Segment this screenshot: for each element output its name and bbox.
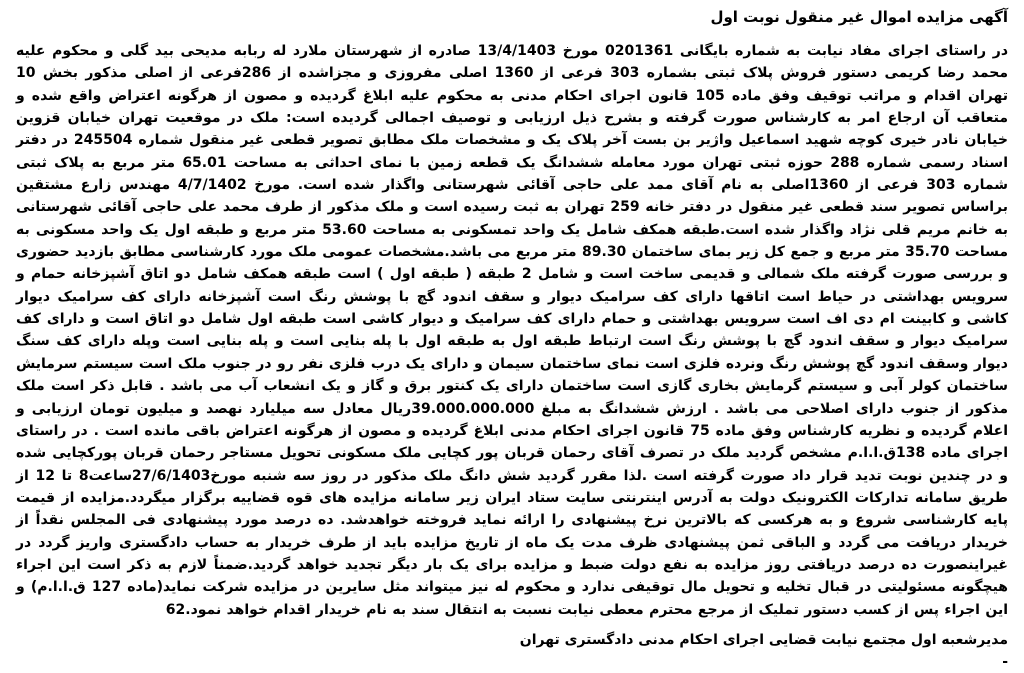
signature-line-2: - [1002, 653, 1008, 670]
signature-line-1: مدیرشعبه اول مجتمع نیابت قضایی اجرای احکام مدنی دادگستری تهران [519, 631, 1008, 648]
notice-body: در راستای اجرای مفاد نیابت به شماره بایگانی 0201361 مورخ 13/4/1403 صادره از شهرستان ملارد له ربابه مدیحی بید گلی و محکوم علیه محمد رضا کریمی دستور فروش پلاک ثبتی بشماره 303 فرعی از 1360 اصلی مفروزی و مجزاشده از 286فرعی از اصلی مذکور بخش 10 تهران اقدام و مراتب توقیف وفق ماده 105 قانون اجرای احکام مدنی به محکوم علیه ابلاغ گردیده و مصون از هرگونه اعتراض واقع شده و متعاقب آن ارجاع امر به کارشناس صورت گرفته و بشرح ذیل ارزیابی و توصیف اجمالی گردیده است: ملک در موقعیت تهران خیابان قزوین خیابان نادر خیری کوچه شهید اسماعیل واژیر بن بست آخر پلاک یک و مشخصات ملک مطابق تصویر قطعی غیر منقول شماره 245504 در دفتر اسناد رسمی شماره 288 حوزه ثبتی تهران مورد معامله ششدانگ یک قطعه زمین با نمای احداثی به مساحت 65.01 متر مربع به پلاک ثبتی شماره 303 فرعی از 1360اصلی به نام آقای ممد علی حاجی آقائی شهرستانی واگذار شده است. مورخ 4/7/1402 مهندس زارع مشتقین براساس تصویر سند قطعی غیر منقول در دفتر خانه 259 تهران به ثبت رسیده است و ملک مذکور از طرف محمد علی حاجی آقائی شهرستانی به خانم مریم قلی نژاد واگذار شده است.طبقه همکف شامل یک واحد تمسکونی به مساحت 53.60 متر مربع و طبقه اول یک واحد مسکونی به مساحت 35.70 متر مربع و جمع کل زیر بمای ساختمان 89.30 متر مربع می باشد.مشخصات عمومی ملک مورد کارشناسی مطابق بازدید حضوری و بررسی صورت گرفته ملک شمالی و قدیمی ساخت است و شامل 2 طبقه ( طبقه اول ) است طبقه همکف شامل دو اتاق آشپزخانه حمام و سرویس بهداشتی در حیاط است اتاقها دارای کف سرامیک دیوار و سقف اندود گچ با پوشش رنگ است آشپزخانه دارای کف سرامیک دیوار کاشی و کابینت ام دی اف است سرویس بهداشتی و حمام دارای کف سرامیک و دیوار کاشی است طبقه اول شامل دو اتاق است و دارای کف سرامیک دیوار و سقف اندود گچ با پوشش رنگ است ارتباط طبقه اول به طبقه اول با پله بنایی است و پله بنایی است وپله دارای کف سنگ دیوار وسقف اندود گچ پوشش رنگ ونرده فلزی است نمای ساختمان سیمان و دارای یک درب فلزی نفر رو در جنوب ملک است سیستم سرمایش ساختمان کولر آبی و سیستم گرمایش بخاری گازی است ساختمان دارای یک کنتور برق و گاز و یک انشعاب آب می باشد . قابل ذکر است ملک مذکور از جنوب دارای اصلاحی می باشد . ارزش ششدانگ به مبلغ 39.000.000.000ریال معادل سه میلیارد نهصد و میلیون تومان ارزیابی و اعلام گردیده و نظریه کارشناس وفق ماده 75 قانون اجرای احکام مدنی ابلاغ گردیده و مصون از هرگونه اعتراض باقی مانده است . در راستای اجرای ماده 138ق.ا.ا.م مشخص گردید ملک در تصرف آقای رحمان قربان پور کچایی ملک مسکونی تحویل مستاجر رحمان قربان پورکچایی شده و در چندین نوبت تدید قرار داد صورت گرفته است .لذا مقرر گردید شش دانگ ملک مذکور در روز سه شنبه مورخ27/6/1403ساعت8 تا 12 از طریق سامانه تدارکات الکترونیک دولت به آدرس اینترنتی سایت ستاد ایران زیر سامانه مزایده های قوه قضاییه برگزار میگردد.مزایده از قیمت پایه کارشناسی شروع و به هرکسی که بالاترین نرخ پیشنهادی را ارائه نماید فروخته خواهدشد. ده درصد مورد پیشنهادی فی المجلس نقداً از خریدار دریافت می گردد و الباقی ثمن پیشنهادی ظرف مدت یک ماه از تاریخ مزایده باید از طرف خریدار به حساب دادگستری واریز گردد در غیراینصورت ده درصد دریافتی روز مزایده به نفع دولت ضبط و مزایده برای یک بار دیگر تجدید خواهد گردید.ضمناً لازم به ذکر است این اجراء هیچگونه مسئولیتی در قبال تخلیه و تحویل مال توقیفی ندارد و محکوم له نیز میتواند مثل سایرین در مزایده شرکت نماید(ماده 127 ق.ا.ا.م) و این اجراء پس از کسب دستور تملیک از مرجع محترم معطی نیابت نسبت به انتقال سند به نام خریدار اقدام خواهد نمود.62 [16, 43, 1009, 618]
notice-title: آگهی مزایده اموال غیر منقول نوبت اول [710, 8, 1008, 26]
signature-block [16, 629, 1008, 673]
